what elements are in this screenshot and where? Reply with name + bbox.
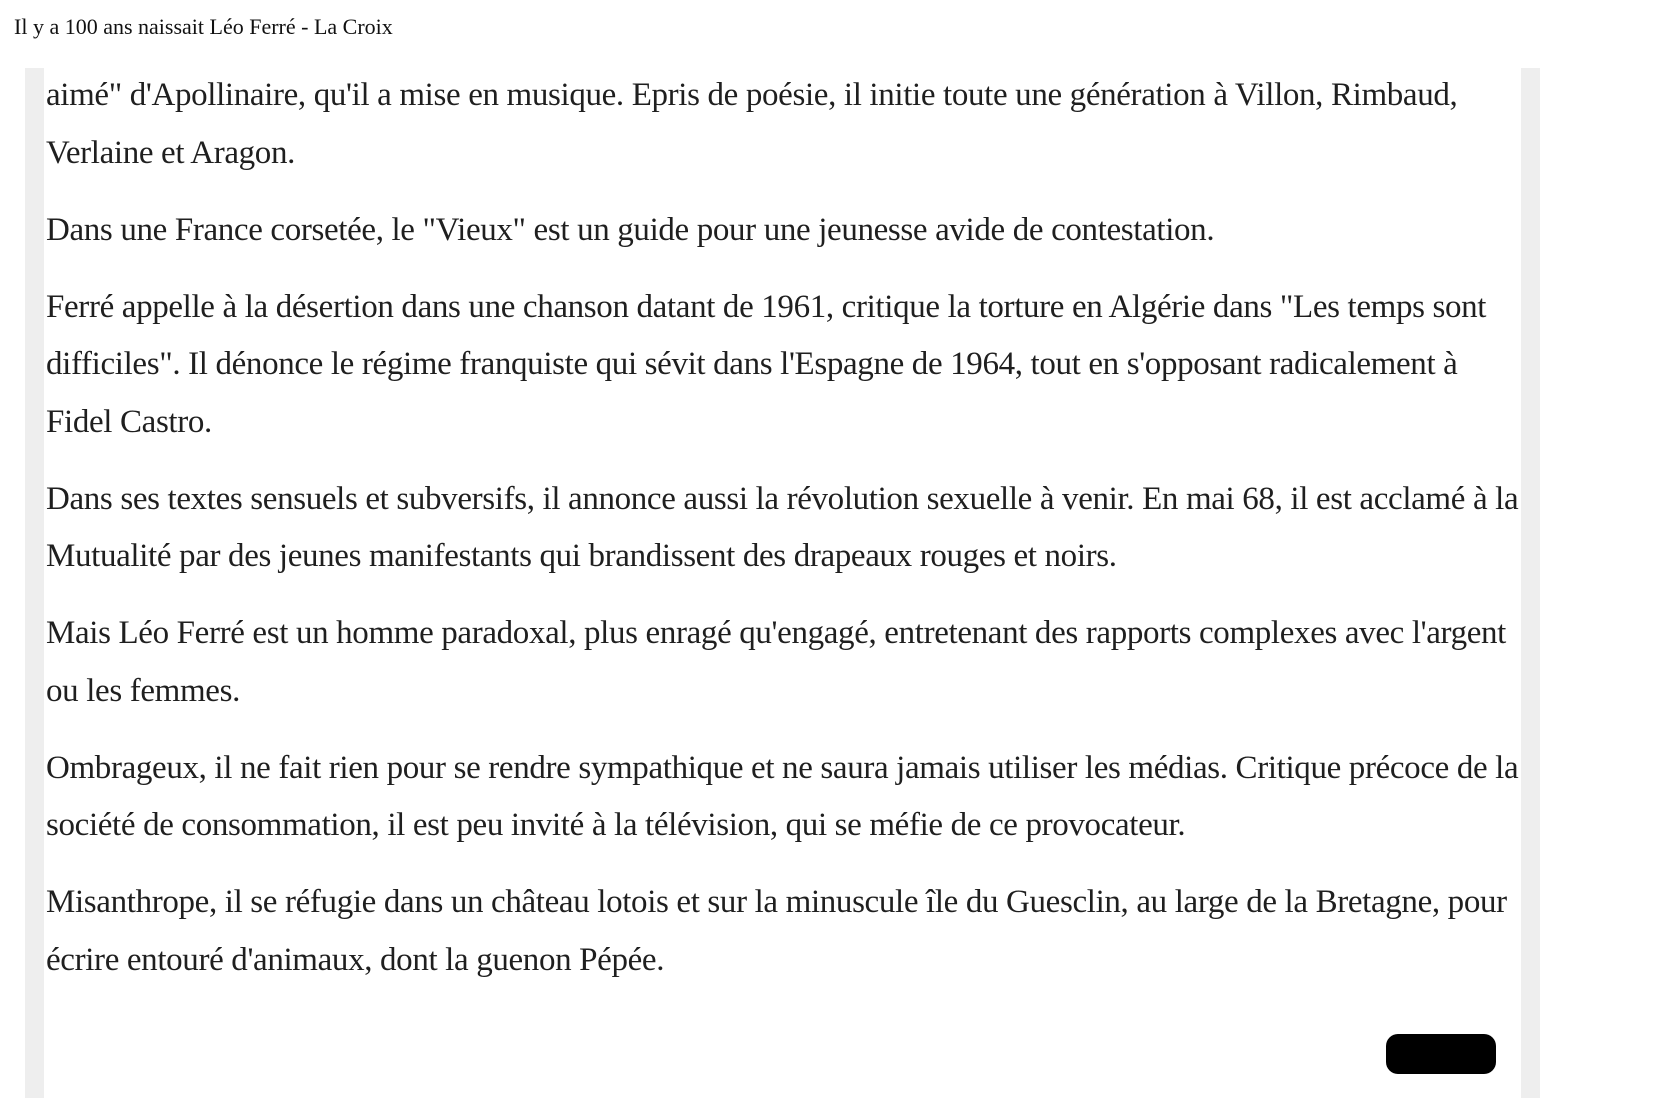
article-body — [46, 68, 1521, 990]
article-paragraph: Dans une France corsetée, le "Vieux" est un guide pour une jeunesse avide de contestation. — [46, 211, 1215, 248]
left-margin-bar — [25, 68, 44, 1098]
article-paragraph: Mais Léo Ferré est un homme paradoxal, plus enragé qu'engagé, entretenant des rapports complexes avec l'argent ou les femmes. — [46, 615, 1506, 709]
right-margin-bar — [1521, 68, 1540, 1098]
article-paragraph: Misanthrope, il se réfugie dans un château lotois et sur la minuscule île du Guesclin, au large de la Bretagne, pour écrire entouré d'animaux, dont la guenon Pépée. — [46, 884, 1507, 979]
partially-visible-button[interactable] — [1386, 1034, 1496, 1074]
article-paragraph: Dans ses textes sensuels et subversifs, il annonce aussi la révolution sexuelle à venir. En mai 68, il est acclamé à la Mutualité par des jeunes manifestants qui brandissent des drapeaux rouges et noirs. — [46, 480, 1519, 575]
article-paragraph: aimé" d'Apollinaire, qu'il a mise en musique. Epris de poésie, il initie toute une génération à Villon, Rimbaud, Verlaine et Aragon. — [46, 77, 1458, 171]
article-paragraph: Ferré appelle à la désertion dans une chanson datant de 1961, critique la torture en Algérie dans "Les temps sont difficiles". Il dénonce le régime franquiste qui sévit dans l'Espagne de 1964, tout en s'opposant radicalement à Fidel Castro. — [46, 288, 1487, 440]
article-paragraph: Ombrageux, il ne fait rien pour se rendre sympathique et ne saura jamais utiliser les médias. Critique précoce de la société de consommation, il est peu invité à la télévision, qui se méfie de ce provocateur. — [46, 749, 1519, 844]
page-title: Il y a 100 ans naissait Léo Ferré - La Croix — [14, 14, 393, 39]
